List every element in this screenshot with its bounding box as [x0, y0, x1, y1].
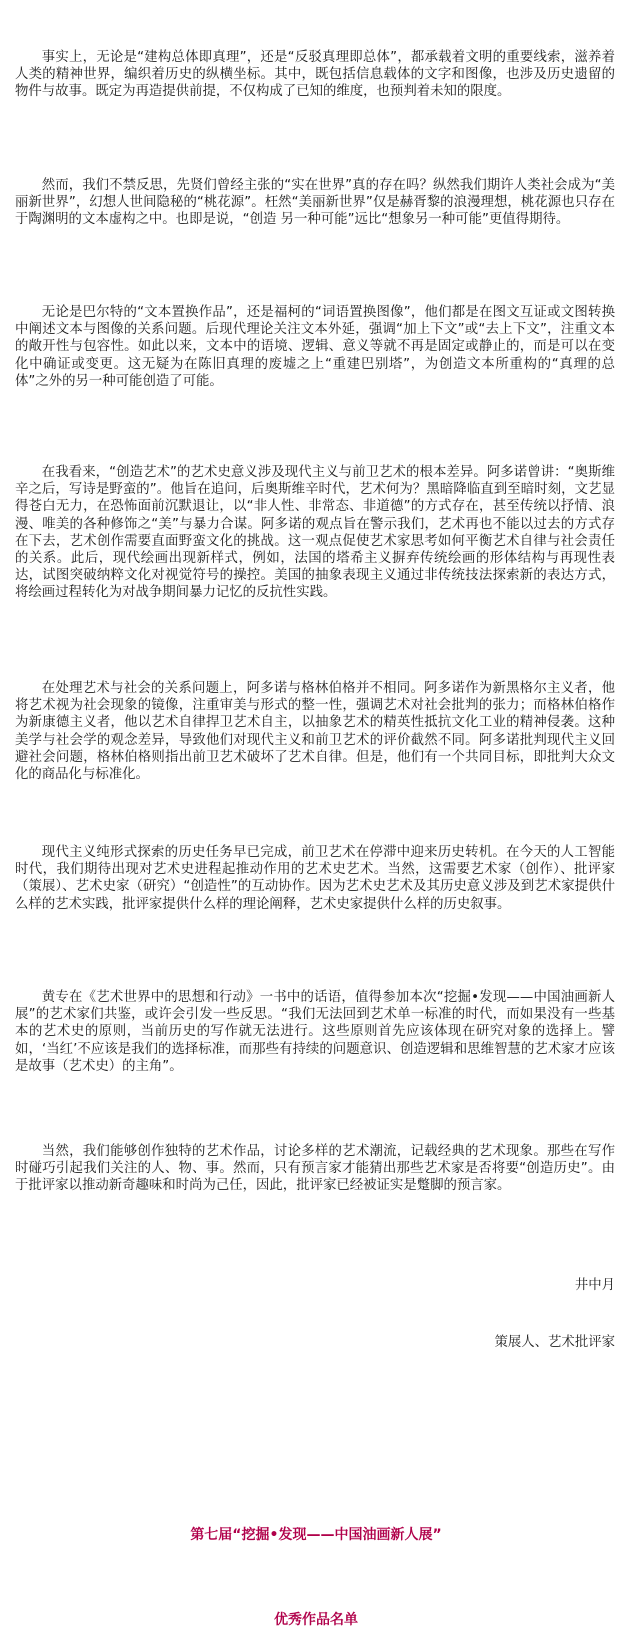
list-title: 优秀作品名单	[274, 1612, 358, 1628]
paragraph-2: 然而，我们不禁反思，先贤们曾经主张的“实在世界”真的存在吗？纵然我们期许人类社会成为“美丽新世界”，幻想人世间隐秘的“桃花源”。枉然“美丽新世界”仅是赫胥黎的浪漫理想，桃花源也只存在于陶渊明的文本虚构之中。也即是说，“创造 另一种可能”远比“想象另一种可能”更值得期待。	[15, 178, 615, 228]
author-name: 井中月	[574, 1278, 615, 1293]
paragraph-7: 黄专在《艺术世界中的思想和行动》一书中的话语，值得参加本次“挖掘•发现——中国油画新人展”的艺术家们共鉴，或许会引发一些反思。“我们无法回到艺术单一标准的时代，而如果没有一些基本的艺术史的原则，当前历史的写作就无法进行。这些原则首先应该体现在研究对象的选择上。譬如，‘当红’不应该是我们的选择标准，而那些有持续的问题意识、创造逻辑和思维智慧的艺术家才应该是故事（艺术史）的主角”。	[15, 990, 615, 1074]
author-role: 策展人、艺术批评家	[494, 1335, 615, 1350]
paragraph-3: 无论是巴尔特的“文本置换作品”，还是福柯的“词语置换图像”，他们都是在图文互证或文图转换中阐述文本与图像的关系问题。后现代理论关注文本外延，强调“加上下文”或“去上下文”，注重文本的敞开性与包容性。如此以来，文本中的语境、逻辑、意义等就不再是固定或静止的，而是可以在变化中确证或变更。这无疑为在陈旧真理的废墟之上“重建巴别塔”，为创造文本所重构的“真理的总体”之外的另一种可能创造了可能。	[15, 305, 615, 389]
paragraph-6: 现代主义纯形式探索的历史任务早已完成，前卫艺术在停滞中迎来历史转机。在今天的人工智能时代，我们期待出现对艺术史进程起推动作用的艺术史艺术。当然，这需要艺术家（创作）、批评家（策展）、艺术史家（研究）“创造性”的互动协作。因为艺术史艺术及其历史意义涉及到艺术家提供什么样的艺术实践，批评家提供什么样的理论阐释，艺术史家提供什么样的历史叙事。	[15, 845, 615, 912]
paragraph-4: 在我看来，“创造艺术”的艺术史意义涉及现代主义与前卫艺术的根本差异。阿多诺曾讲：“奥斯维辛之后，写诗是野蛮的”。他旨在追问，后奥斯维辛时代，艺术何为？黑暗降临直到至暗时刻，文艺显得苍白无力，在恐怖面前沉默退让，以“非人性、非常态、非道德”的方式存在，甚至传统以抒情、浪漫、唯美的各种修饰之“美”与暴力合谋。阿多诺的观点旨在警示我们，艺术再也不能以过去的方式存在下去，艺术创作需要直面野蛮文化的挑战。这一观点促使艺术家思考如何平衡艺术自律与社会责任的关系。此后，现代绘画出现新样式，例如，法国的塔希主义摒弃传统绘画的形体结构与再现性表达，试图突破纳粹文化对视觉符号的操控。美国的抽象表现主义通过非传统技法探索新的表达方式，将绘画过程转化为对战争期间暴力记忆的反抗性实践。	[15, 465, 615, 601]
paragraph-1: 事实上，无论是“建构总体即真理”，还是“反驳真理即总体”，都承载着文明的重要线索，滋养着人类的精神世界，编织着历史的纵横坐标。其中，既包括信息载体的文字和图像，也涉及历史遗留的物件与故事。既定为再造提供前提，不仅构成了已知的维度，也预判着未知的限度。	[15, 50, 615, 100]
exhibition-title: 第七届“挖掘•发现——中国油画新人展”	[190, 1527, 442, 1543]
paragraph-5: 在处理艺术与社会的关系问题上，阿多诺与格林伯格并不相同。阿多诺作为新黑格尔主义者，他将艺术视为社会现象的镜像，注重审美与形式的整一性，强调艺术对社会批判的张力；而格林伯格作为新康德主义者，他以艺术自律捍卫艺术自主，以抽象艺术的精英性抵抗文化工业的精神侵袭。这种美学与社会学的观念差异，导致他们对现代主义和前卫艺术的评价截然不同。阿多诺批判现代主义回避社会问题，格林伯格则指出前卫艺术破坏了艺术自律。但是，他们有一个共同目标，即批判大众文化的商品化与标准化。	[15, 681, 615, 783]
paragraph-8: 当然，我们能够创作独特的艺术作品，讨论多样的艺术潮流，记载经典的艺术现象。那些在写作时碰巧引起我们关注的人、物、事。然而，只有预言家才能猜出那些艺术家是否将要“创造历史”。由于批评家以推动新奇趣味和时尚为己任，因此，批评家已经被证实是蹩脚的预言家。	[15, 1144, 615, 1194]
